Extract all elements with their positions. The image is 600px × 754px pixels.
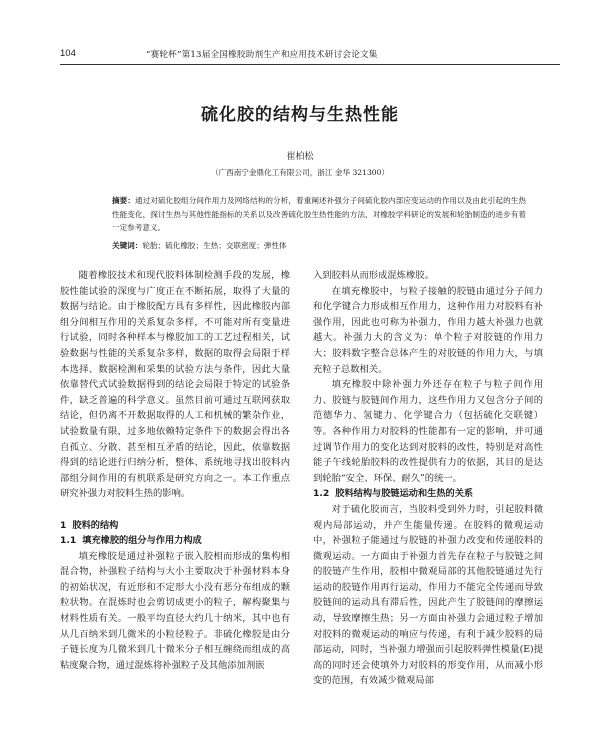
body-paragraph-continued: 入到胶料从而形成混炼橡胶。 — [313, 270, 434, 281]
section-title: 胶料的结构 — [72, 519, 119, 531]
body-paragraph: 填充橡胶是通过补强粒子嵌入胶相而形成的集构相混合物，补强粒子结构与大小主要取决于补强材料本身的初始状况，有近形和不定形大小没有恶分布组成的颗粒状物。在混炼时也会剪切成更小的粒子，解构聚集与材料性质有关。一般平均直径大约几十纳米，其中也有从几百纳米到几微米的小粒径粒子。非硫化橡胶是由分子链长度为几微米到几十微米分子相互缠绕而组成的高粘度聚合物，通过混炼将补强粒子及其他添加剂嵌 — [60, 550, 290, 671]
section-heading — [60, 518, 290, 534]
body-paragraph: 在填充橡胶中，与粒子接触的胶链由通过分子间力和化学键合力形成相互作用力，这种作用力对胶料有补强作用，因此也可称为补强力，作用力越大补强力也就越大。补强力大的含义为：单个粒子对胶链的作用力大；胶料数字整合总体产生的对胶链的作用力大，与填充粒子总数相关。 — [313, 285, 543, 375]
abstract-text: 通过对硫化胶组分间作用力及网络结构的分析，着重阐述补强分子间硫化胶内部应变运动的作用以及由此引起的生热性能变化，探讨生热与其他性能指标的关系以及改善硫化胶生热性能的方法，对橡胶学科研论的发展和轮胎制造的进步有着一定参考意义。 — [112, 196, 527, 232]
paper-title: 硫化胶的结构与生热性能 — [201, 105, 399, 125]
subsection-heading — [313, 486, 543, 502]
keywords-label: 关键词： — [112, 241, 143, 250]
abstract — [112, 194, 526, 235]
subsection-title: 填充橡胶的组分与作用力构成 — [82, 535, 202, 547]
running-header — [60, 44, 560, 60]
intro-paragraph: 随着橡胶技术和现代胶料体制检测手段的发展，橡胶性能试验的深度与广度正在不断拓展，取得了大量的数据与结论。由于橡胶配方具有多样性，因此橡胶内部组分间相互作用的关系复杂多样，不可能对所有变量进行试验，同时各种样本与橡胶加工的工艺过程相关，试验数据与性能的关系复杂多样，数据的取得会局限于样本选择、数据检测和采集的试验方法与条件，因此大量依靠替代式试验数据得到的结论会局限于特定的试验条件，缺乏普遍的科学意义。虽然目前可通过互联网获取结论，但仍离不开数据取得的人工和机械的繁杂作业，试验数量有限，过多地依赖特定条件下的数据会得出各自孤立、分散、甚至相互矛盾的结论，因此，依靠数据得到的结论进行归纳分析，整体、系统地寻找出胶料内部组分间作用的有机联系是研究方向之一。本工作重点研究补强力对胶料生热的影响。 — [60, 270, 290, 500]
section-number: 1 — [60, 519, 67, 531]
right-column — [313, 268, 543, 689]
subsection-title: 胶料结构与胶链运动和生热的关系 — [335, 488, 474, 500]
author-name: 崔柏松 — [286, 152, 314, 162]
body-paragraph: 填充橡胶中除补强力外还存在粒子与粒子间作用力、胶链与胶链间作用力，这些作用力又包含分子间的范德华力、氢键力、化学键合力（包括硫化交联键）等。各种作用力对胶料的性能都有一定的影响，并可通过调节作用力的变化达到对胶料的改性，特别是对高性能子午线轮胎胶料的改性提供有力的依据，其目的是达到轮胎“安全、环保、耐久”的统一。 — [313, 379, 543, 484]
keywords-text: 轮胎；硫化橡胶；生热；交联密度；弹性体 — [142, 241, 287, 250]
subsection-number: 1.2 — [313, 488, 330, 500]
author-affiliation: （广西南宁金鼎化工有限公司，浙江 金华 321300） — [210, 168, 390, 177]
body-paragraph: 对于硫化胶而言，当胶料受到外力时，引起胶料微观内局部运动，并产生能量传递。在胶料的微观运动中，补强粒子能通过与胶链的补强力改变和传递胶料的微观运动。一方面由于补强力首先存在粒子与胶链之间的胶链产生作用，胶相中微观局部的其他胶链通过先行运动的胶链作用再行运动，作用力不能完全传递而导致胶链间的运动具有滞后性，因此产生了胶链间的摩擦运动，导致摩擦生热；另一方面由补强力会通过粒子增加对胶料的微观运动的响应与传递，有利于减少胶料的局部运动，同时，当补强力增强而引起胶料弹性模量(E)提高的同时还会使填外力对胶料的形变作用，从而减小形变的范围，有效减少微观局部 — [313, 503, 543, 687]
subsection-number: 1.1 — [60, 535, 77, 547]
left-column — [60, 268, 290, 673]
header-rule — [60, 64, 560, 65]
running-head-title: “赛轮杯”第13届全国橡胶助剂生产和应用技术研讨会论文集 — [146, 50, 378, 60]
keywords — [112, 239, 526, 252]
subsection-heading — [60, 533, 290, 549]
abstract-label: 摘要： — [112, 196, 136, 205]
page-number: 104 — [60, 48, 76, 59]
